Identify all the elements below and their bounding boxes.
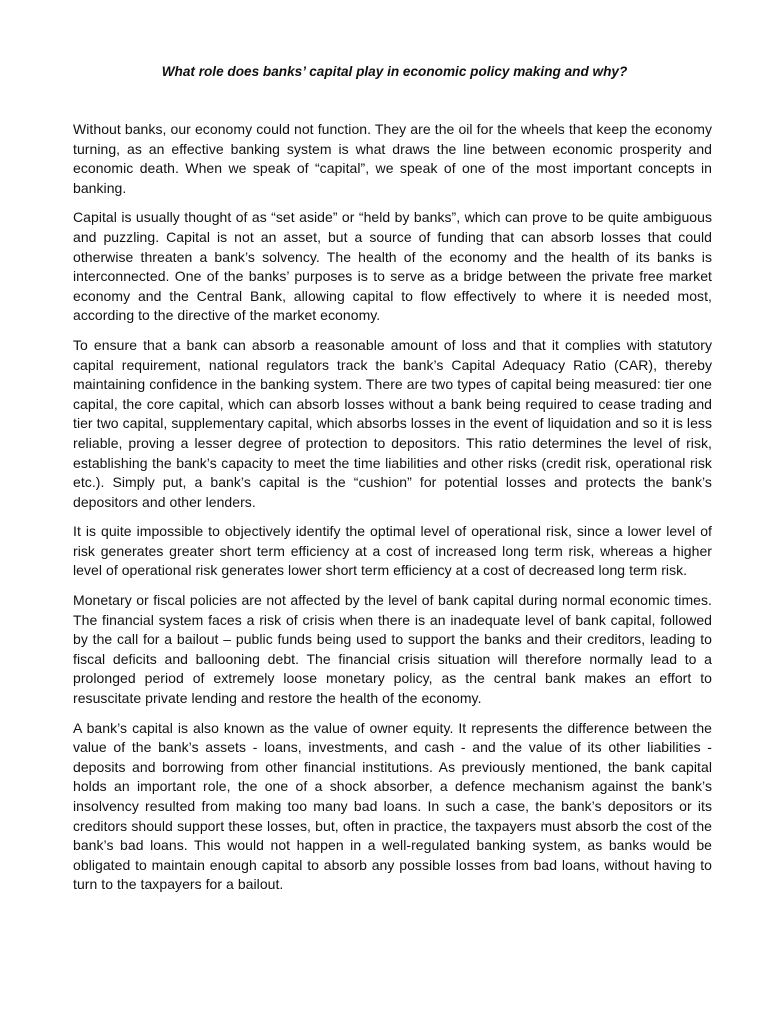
paragraph-3: To ensure that a bank can absorb a reasonable amount of loss and that it complies with statutory capital requirement, national regulators track the bank’s Capital Adequacy Ratio (CAR), thereby maintaining confidence in the banking system. There are two types of capital being measured: tier one capital, the core capital, which can absorb losses without a bank being required to cease trading and tier two capital, supplementary capital, which absorbs losses in the event of liquidation and so it is less reliable, proving a lesser degree of protection to depositors. This ratio determines the level of risk, establishing the bank’s capacity to meet the time liabilities and other risks (credit risk, operational risk etc.). Simply put, a bank’s capital is the “cushion” for potential losses and protects the bank’s depositors and other lenders. — [73, 336, 712, 510]
paragraph-1: Without banks, our economy could not function. They are the oil for the wheels that keep the economy turning, as an effective banking system is what draws the line between economic prosperity and economic death. When we speak of “capital”, we speak of one of the most important concepts in banking. — [73, 121, 712, 196]
paragraph-6: A bank’s capital is also known as the value of owner equity. It represents the difference between the value of the bank’s assets - loans, investments, and cash - and the value of its other liabilities - deposits and borrowing from other financial institutions. As previously mentioned, the bank capital holds an important role, the one of a shock absorber, a defence mechanism against the bank’s insolvency resulted from making too many bad loans. In such a case, the bank’s depositors or its creditors should support these losses, but, often in practice, the taxpayers must absorb the cost of the bank’s bad loans. This would not happen in a well-regulated banking system, as banks would be obligated to maintain enough capital to absorb any possible losses from bad loans, without having to turn to the taxpayers for a bailout. — [73, 719, 712, 893]
paragraph-4: It is quite impossible to objectively identify the optimal level of operational risk, since a lower level of risk generates greater short term efficiency at a cost of increased long term risk, whereas a higher level of operational risk generates lower short term efficiency at a cost of decreased long term risk. — [73, 523, 712, 579]
document-title: What role does banks’ capital play in economic policy making and why? — [161, 64, 628, 79]
paragraph-2: Capital is usually thought of as “set aside” or “held by banks”, which can prove to be quite ambiguous and puzzling. Capital is not an asset, but a source of funding that can absorb losses that could otherwise threaten a bank’s solvency. The health of the economy and the health of its banks is interconnected. One of the banks’ purposes is to serve as a bridge between the private free market economy and the Central Bank, allowing capital to flow effectively to where it is needed most, according to the directive of the market economy. — [73, 209, 712, 324]
paragraph-5: Monetary or fiscal policies are not affected by the level of bank capital during normal economic times. The financial system faces a risk of crisis when there is an inadequate level of bank capital, followed by the call for a bailout – public funds being used to support the banks and their creditors, leading to fiscal deficits and ballooning debt. The financial crisis situation will therefore normally lead to a prolonged period of extremely loose monetary policy, as the central bank makes an effort to resuscitate private lending and restore the health of the economy. — [73, 592, 712, 707]
